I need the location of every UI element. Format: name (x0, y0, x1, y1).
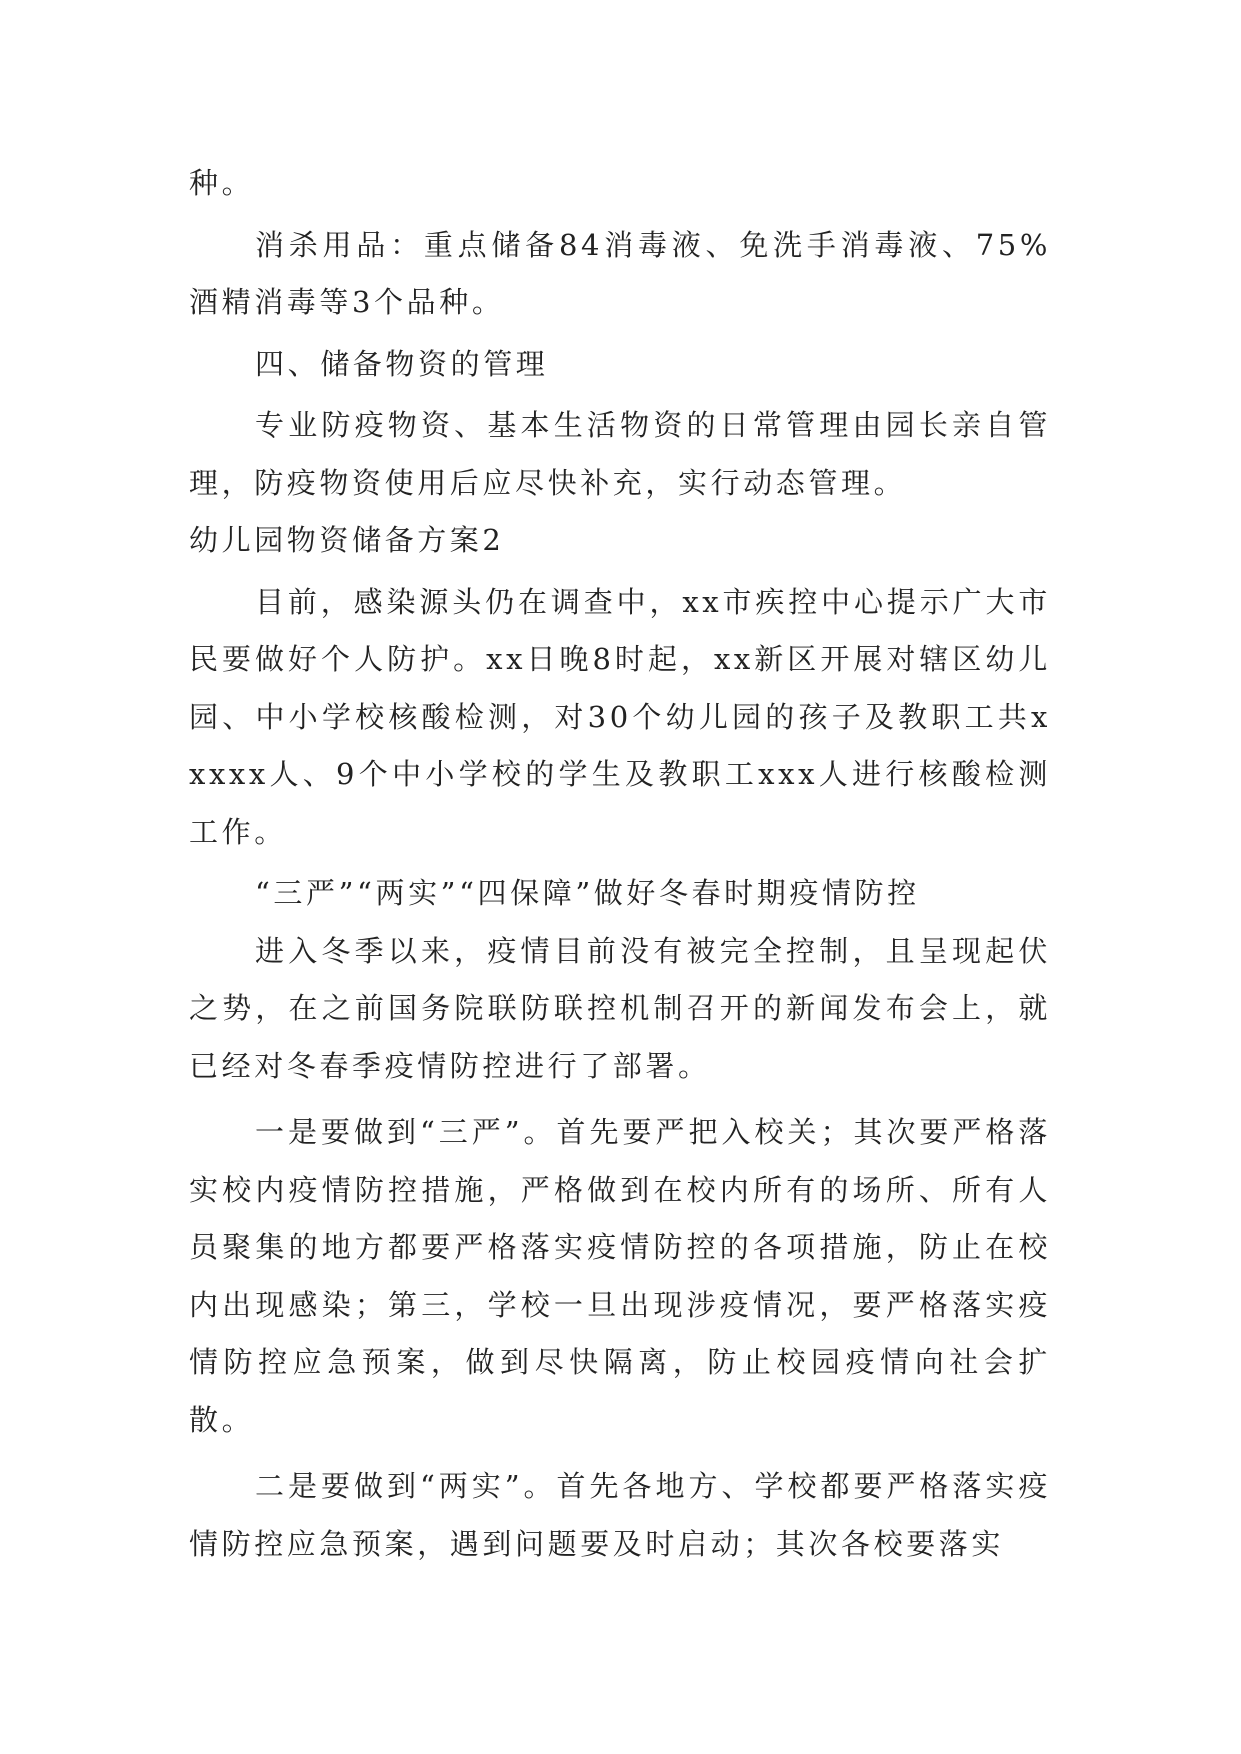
subtitle-three-strict: “三严”“两实”“四保障”做好冬春时期疫情防控 (255, 876, 920, 910)
paragraph-two-solid: 二是要做到“两实”。首先各地方、学校都要严格落实疫情防控应急预案，遇到问题要及时启动；其次各校要落实 (189, 1469, 1051, 1561)
paragraph-infection-source: 目前，感染源头仍在调查中，xx市疾控中心提示广大市民要做好个人防护。xx日晚8时起，xx新区开展对辖区幼儿园、中小学校核酸检测，对30个幼儿园的孩子及教职工共xxxxx人、9个中小学校的学生及教职工xxx人进行核酸检测工作。 (189, 584, 1051, 849)
paragraph-management: 专业防疫物资、基本生活物资的日常管理由园长亲自管理，防疫物资使用后应尽快补充，实行动态管理。 (189, 408, 1051, 500)
plan-title: 幼儿园物资储备方案2 (189, 523, 505, 557)
paragraph-winter-season: 进入冬季以来，疫情目前没有被完全控制，且呈现起伏之势，在之前国务院联防联控机制召开的新闻发布会上，就已经对冬春季疫情防控进行了部署。 (189, 933, 1051, 1083)
paragraph-continuation: 种。 (189, 166, 255, 200)
section-heading-management: 四、储备物资的管理 (255, 346, 549, 381)
paragraph-three-strict: 一是要做到“三严”。首先要严把入校关；其次要严格落实校内疫情防控措施，严格做到在校内所有的场所、所有人员聚集的地方都要严格落实疫情防控的各项措施，防止在校内出现感染；第三，学校一旦出现涉疫情况，要严格落实疫情防控应急预案，做到尽快隔离，防止校园疫情向社会扩散。 (189, 1115, 1051, 1437)
document-body (189, 155, 1051, 1573)
paragraph-disinfection-supplies: 消杀用品：重点储备84消毒液、免洗手消毒液、75%酒精消毒等3个品种。 (189, 227, 1051, 319)
